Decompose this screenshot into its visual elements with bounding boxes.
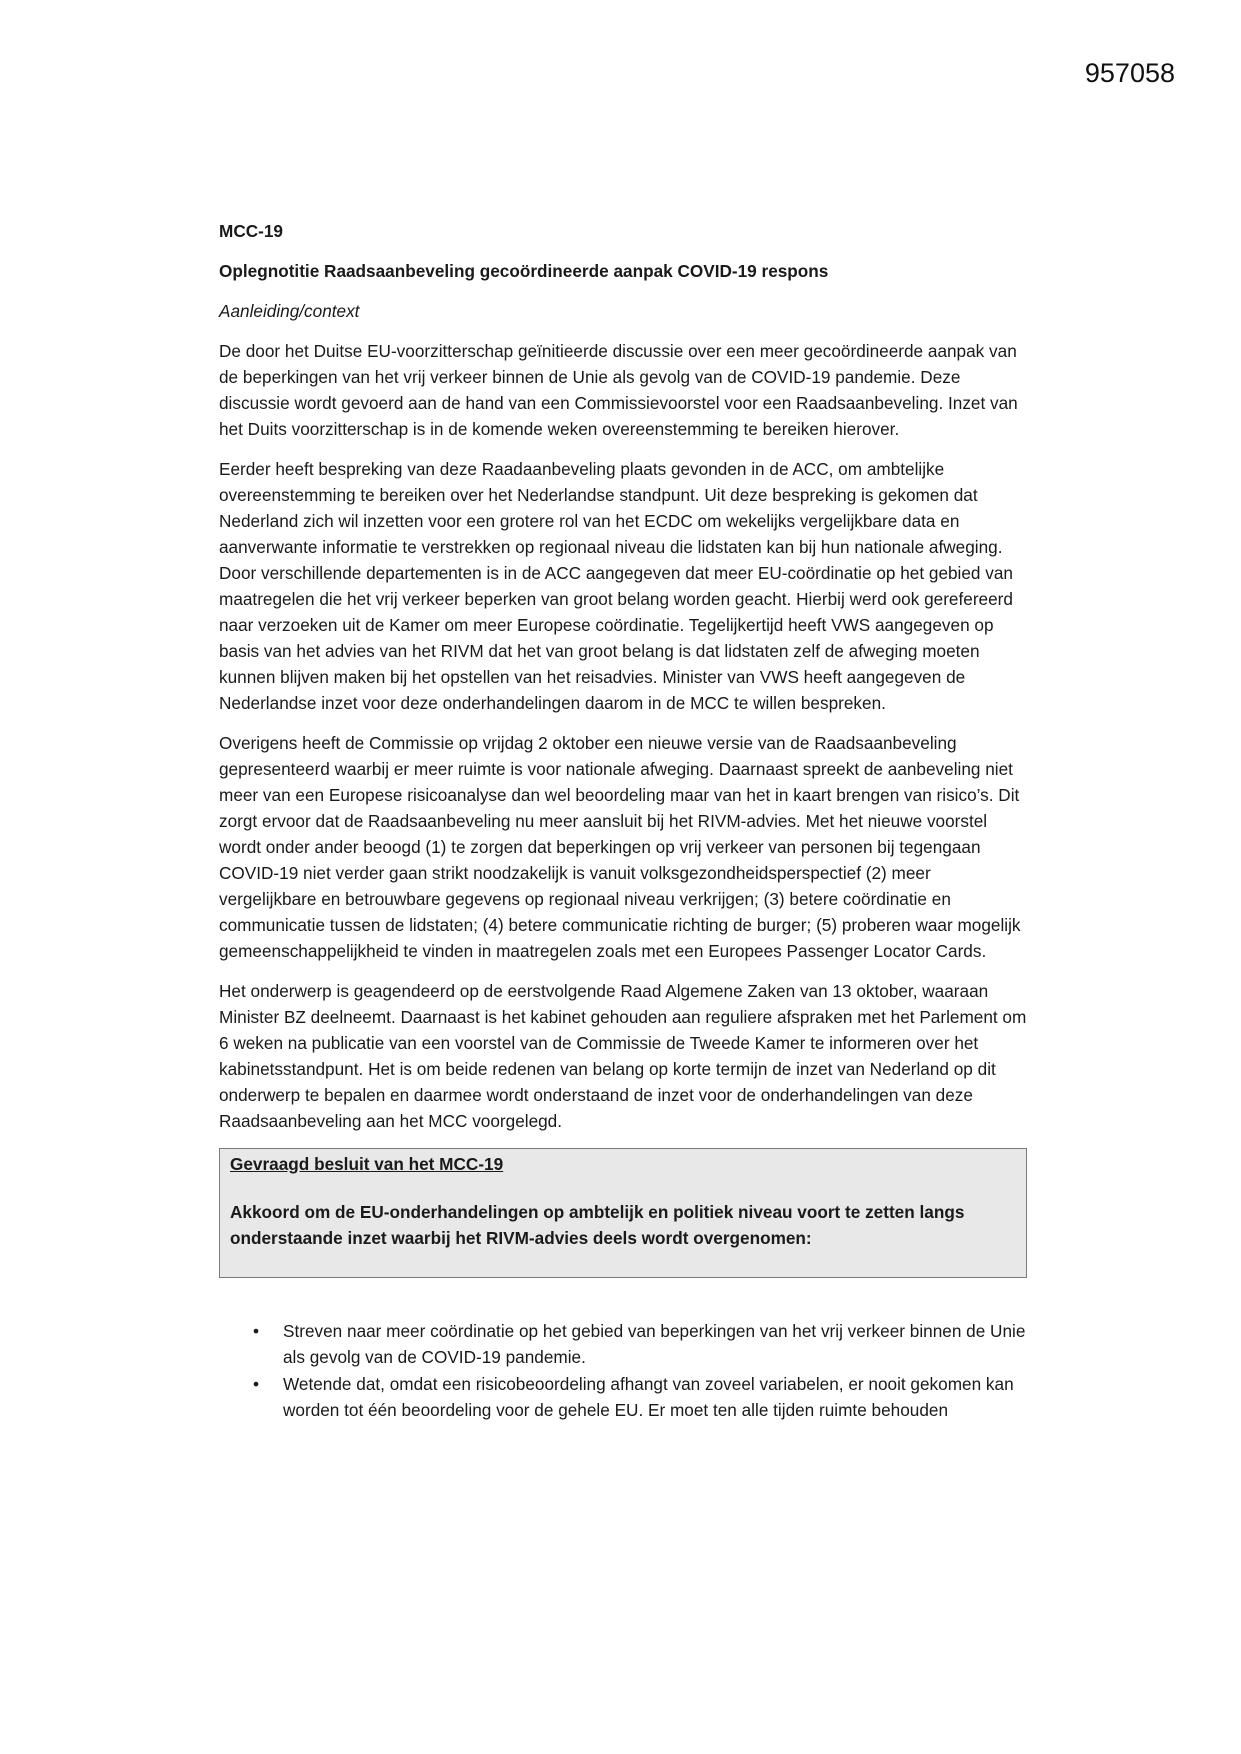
decision-box: [219, 1148, 1027, 1278]
document-title: MCC-19: [219, 221, 283, 241]
list-item-text: Wetende dat, omdat een risicobeoordeling afhangt van zoveel variabelen, er nooit gekomen kan worden tot één beoordeling voor de gehele EU. Er moet ten alle tijden ruimte behouden: [283, 1374, 1014, 1420]
document-subtitle: Oplegnotitie Raadsaanbeveling gecoördineerde aanpak COVID-19 respons: [219, 261, 829, 281]
list-item: [253, 1318, 1031, 1370]
section-label: Aanleiding/context: [219, 301, 360, 321]
bullet-icon: •: [253, 1374, 260, 1394]
paragraph-4: Het onderwerp is geagendeerd op de eerstvolgende Raad Algemene Zaken van 13 oktober, waaraan Minister BZ deelneemt. Daarnaast is het kabinet gehouden aan reguliere afspraken met het Parlement om 6 weken na publicatie van een voorstel van de Commissie de Tweede Kamer te informeren over het kabinetsstandpunt. Het is om beide redenen van belang op korte termijn de inzet van Nederland op dit onderwerp te bepalen en daarmee wordt onderstaand de inzet voor de onderhandelingen van deze Raadsaanbeveling aan het MCC voorgelegd.: [219, 981, 1027, 1131]
decision-title: Gevraagd besluit van het MCC-19: [230, 1154, 504, 1174]
paragraph-1: De door het Duitse EU-voorzitterschap geïnitieerde discussie over een meer gecoördineerde aanpak van de beperkingen van het vrij verkeer binnen de Unie als gevolg van de COVID-19 pandemie. Deze discussie wordt gevoerd aan de hand van een Commissievoorstel voor een Raadsaanbeveling. Inzet van het Duits voorzitterschap is in de komende weken overeenstemming te bereiken hierover.: [219, 341, 1018, 439]
bullet-icon: •: [253, 1321, 260, 1341]
bullet-list: [219, 1318, 1031, 1423]
paragraph-3: Overigens heeft de Commissie op vrijdag 2 oktober een nieuwe versie van de Raadsaanbeveling gepresenteerd waarbij er meer ruimte is voor nationale afweging. Daarnaast spreekt de aanbeveling niet meer van een Europese risicoanalyse dan wel beoordeling maar van het in kaart brengen van risico’s. Dit zorgt ervoor dat de Raadsaanbeveling nu meer aansluit bij het RIVM-advies. Met het nieuwe voorstel wordt onder ander beoogd (1) te zorgen dat beperkingen op vrij verkeer van personen bij tegengaan COVID-19 niet verder gaan strikt noodzakelijk is vanuit volksgezondheidsperspectief (2) meer vergelijkbare en betrouwbare gegevens op regionaal niveau verkrijgen; (3) betere coördinatie en communicatie tussen de lidstaten; (4) betere communicatie richting de burger; (5) proberen waar mogelijk gemeenschappelijkheid te vinden in maatregelen zoals met een Europees Passenger Locator Cards.: [219, 733, 1021, 961]
list-item: [253, 1371, 1031, 1423]
list-item-text: Streven naar meer coördinatie op het gebied van beperkingen van het vrij verkeer binnen de Unie als gevolg van de COVID-19 pandemie.: [283, 1321, 1026, 1367]
document-body: [219, 218, 1031, 1424]
document-number: 957058: [1084, 58, 1175, 88]
decision-text: Akkoord om de EU-onderhandelingen op ambtelijk en politiek niveau voort te zetten langs onderstaande inzet waarbij het RIVM-advies deels wordt overgenomen:: [230, 1202, 965, 1248]
paragraph-2: Eerder heeft bespreking van deze Raadaanbeveling plaats gevonden in de ACC, om ambtelijke overeenstemming te bereiken over het Nederlandse standpunt. Uit deze bespreking is gekomen dat Nederland zich wil inzetten voor een grotere rol van het ECDC om wekelijks vergelijkbare data en aanverwante informatie te verstrekken op regionaal niveau die lidstaten kan bij hun nationale afweging. Door verschillende departementen is in de ACC aangegeven dat meer EU-coördinatie op het gebied van maatregelen die het vrij verkeer beperken van groot belang worden geacht. Hierbij werd ook gerefereerd naar verzoeken uit de Kamer om meer Europese coördinatie. Tegelijkertijd heeft VWS aangegeven op basis van het advies van het RIVM dat het van groot belang is dat lidstaten zelf de afweging moeten kunnen blijven maken bij het opstellen van het reisadvies. Minister van VWS heeft aangegeven de Nederlandse inzet voor deze onderhandelingen daarom in de MCC te willen bespreken.: [219, 459, 1013, 713]
